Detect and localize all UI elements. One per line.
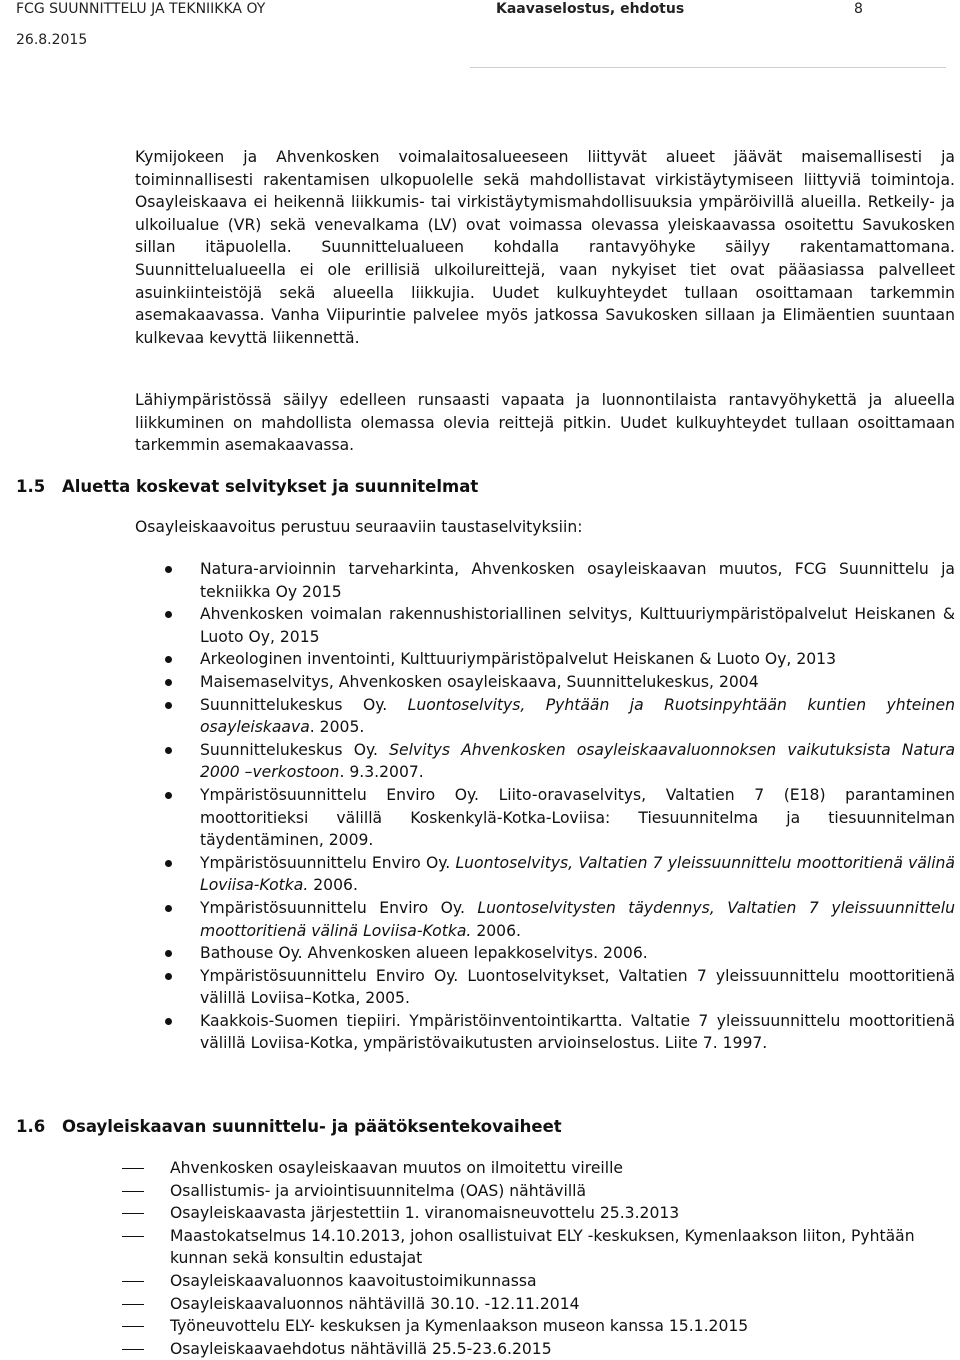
list-item: Maisemaselvitys, Ahvenkosken osayleiskaava, Suunnittelukeskus, 2004 — [200, 671, 955, 694]
list-item: Natura-arvioinnin tarveharkinta, Ahvenkosken osayleiskaavan muutos, FCG Suunnittelu ja tekniikka Oy 2015 — [200, 558, 955, 603]
list-item: Ympäristösuunnittelu Enviro Oy. Luontoselvitysten täydennys, Valtatien 7 yleissuunnittelu moottoritienä välinä Loviisa-Kotka. 2006. — [200, 897, 955, 942]
list-item: Ympäristösuunnittelu Enviro Oy. Liito-oravaselvitys, Valtatien 7 (E18) parantaminen moottoritieksi välillä Koskenkylä-Kotka-Loviisa: Tiesuunnitelma ja tiesuunnitelman täydentäminen, 2009. — [200, 784, 955, 852]
section-title: Aluetta koskevat selvitykset ja suunnitelmat — [62, 477, 479, 496]
section-intro: Osayleiskaavoitus perustuu seuraaviin taustaselvityksiin: — [135, 518, 583, 536]
list-item: Maastokatselmus 14.10.2013, johon osallistuivat ELY -keskuksen, Kymenlaakson liiton, Pyhtään kunnan sekä konsultin edustajat — [170, 1225, 955, 1270]
list-item: Arkeologinen inventointi, Kulttuuriympäristöpalvelut Heiskanen & Luoto Oy, 2013 — [200, 648, 955, 671]
paragraph-recreation: Kymijokeen ja Ahvenkosken voimalaitosalueeseen liittyvät alueet jäävät maisemallisesti ja toiminnallisesti rakentamisen ulkopuolelle sekä mahdollistavat virkistäytymiseen liittyviä toimintoja. Osayleiskaava ei heikennä liikkumis- tai virkistäytymismahdollisuuksia ympäröivillä alueilla. Retkeily- ja ulkoilualue (VR) sekä venevalkama (LV) ovat voimassa olevassa yleiskaavassa osoitettu Savukosken sillan itäpuolella. Suunnittelualueen kohdalla rantavyöhyke säilyy rakentamattomana. Suunnittelualueella ei ole erillisiä ulkoilureittejä, vaan nykyiset tiet ovat pääasiassa palvelleet asuinkiinteistöjä sekä alueella liikkujia. Uudet kulkuyhteydet tullaan osoittamaan tarkemmin asemakaavassa. Vanha Viipurintie palvelee myös jatkossa Savukosken sillaan ja Elimäentien suuntaan kulkevaa kevyttä liikennettä. — [135, 148, 955, 347]
list-item: Kaakkois-Suomen tiepiiri. Ympäristöinventointikartta. Valtatie 7 yleissuunnittelu moottoritienä välillä Loviisa-Kotka, ympäristövaikutusten arvioinselostus. Liite 7. 1997. — [200, 1010, 955, 1055]
section-number: 1.6 — [16, 1117, 46, 1136]
section-number: 1.5 — [16, 477, 46, 496]
list-item: Suunnittelukeskus Oy. Luontoselvitys, Pyhtään ja Ruotsinpyhtään kuntien yhteinen osayleiskaava. 2005. — [200, 694, 955, 739]
header-divider — [470, 67, 946, 68]
section-heading-1-6 — [16, 1116, 562, 1138]
list-item: Osayleiskaavaluonnos nähtävillä 30.10. -12.11.2014 — [170, 1293, 955, 1316]
list-item: Ympäristösuunnittelu Enviro Oy. Luontoselvitykset, Valtatien 7 yleissuunnittelu moottoritienä välillä Loviisa–Kotka, 2005. — [200, 965, 955, 1010]
list-item: Suunnittelukeskus Oy. Selvitys Ahvenkosken osayleiskaavaluonnoksen vaikutuksista Natura 2000 –verkostoon. 9.3.2007. — [200, 739, 955, 784]
header-page-number: 8 — [854, 1, 863, 17]
list-item: Ympäristösuunnittelu Enviro Oy. Luontoselvitys, Valtatien 7 yleissuunnittelu moottoritienä välinä Loviisa-Kotka. 2006. — [200, 852, 955, 897]
section-title: Osayleiskaavan suunnittelu- ja päätöksentekovaiheet — [62, 1117, 562, 1136]
list-item: Osayleiskaavaluonnos kaavoitustoimikunnassa — [170, 1270, 955, 1293]
header-document-title: Kaavaselostus, ehdotus — [496, 1, 685, 17]
list-item: Osayleiskaavasta järjestettiin 1. viranomaisneuvottelu 25.3.2013 — [170, 1202, 955, 1225]
header-organization: FCG SUUNNITTELU JA TEKNIIKKA OY — [16, 1, 266, 17]
list-item: Osayleiskaavaehdotus nähtävillä 25.5-23.6.2015 — [170, 1338, 955, 1360]
list-item: Bathouse Oy. Ahvenkosken alueen lepakkoselvitys. 2006. — [200, 942, 955, 965]
background-studies-list — [200, 558, 955, 1055]
list-item: Ahvenkosken voimalan rakennushistoriallinen selvitys, Kulttuuriympäristöpalvelut Heiskanen & Luoto Oy, 2015 — [200, 603, 955, 648]
planning-phases-list — [170, 1157, 955, 1360]
section-heading-1-5 — [16, 476, 478, 498]
header-date: 26.8.2015 — [16, 32, 88, 48]
list-item: Työneuvottelu ELY- keskuksen ja Kymenlaakson museon kanssa 15.1.2015 — [170, 1315, 955, 1338]
list-item: Ahvenkosken osayleiskaavan muutos on ilmoitettu vireille — [170, 1157, 955, 1180]
paragraph-shoreline: Lähiympäristössä säilyy edelleen runsaasti vapaata ja luonnontilaista rantavyöhykettä ja alueella liikkuminen on mahdollista olemassa olevia reittejä pitkin. Uudet kulkuyhteydet tullaan osoittamaan tarkemmin asemakaavassa. — [135, 391, 955, 455]
page-header-left — [16, 0, 265, 49]
list-item: Osallistumis- ja arviointisuunnitelma (OAS) nähtävillä — [170, 1180, 955, 1203]
